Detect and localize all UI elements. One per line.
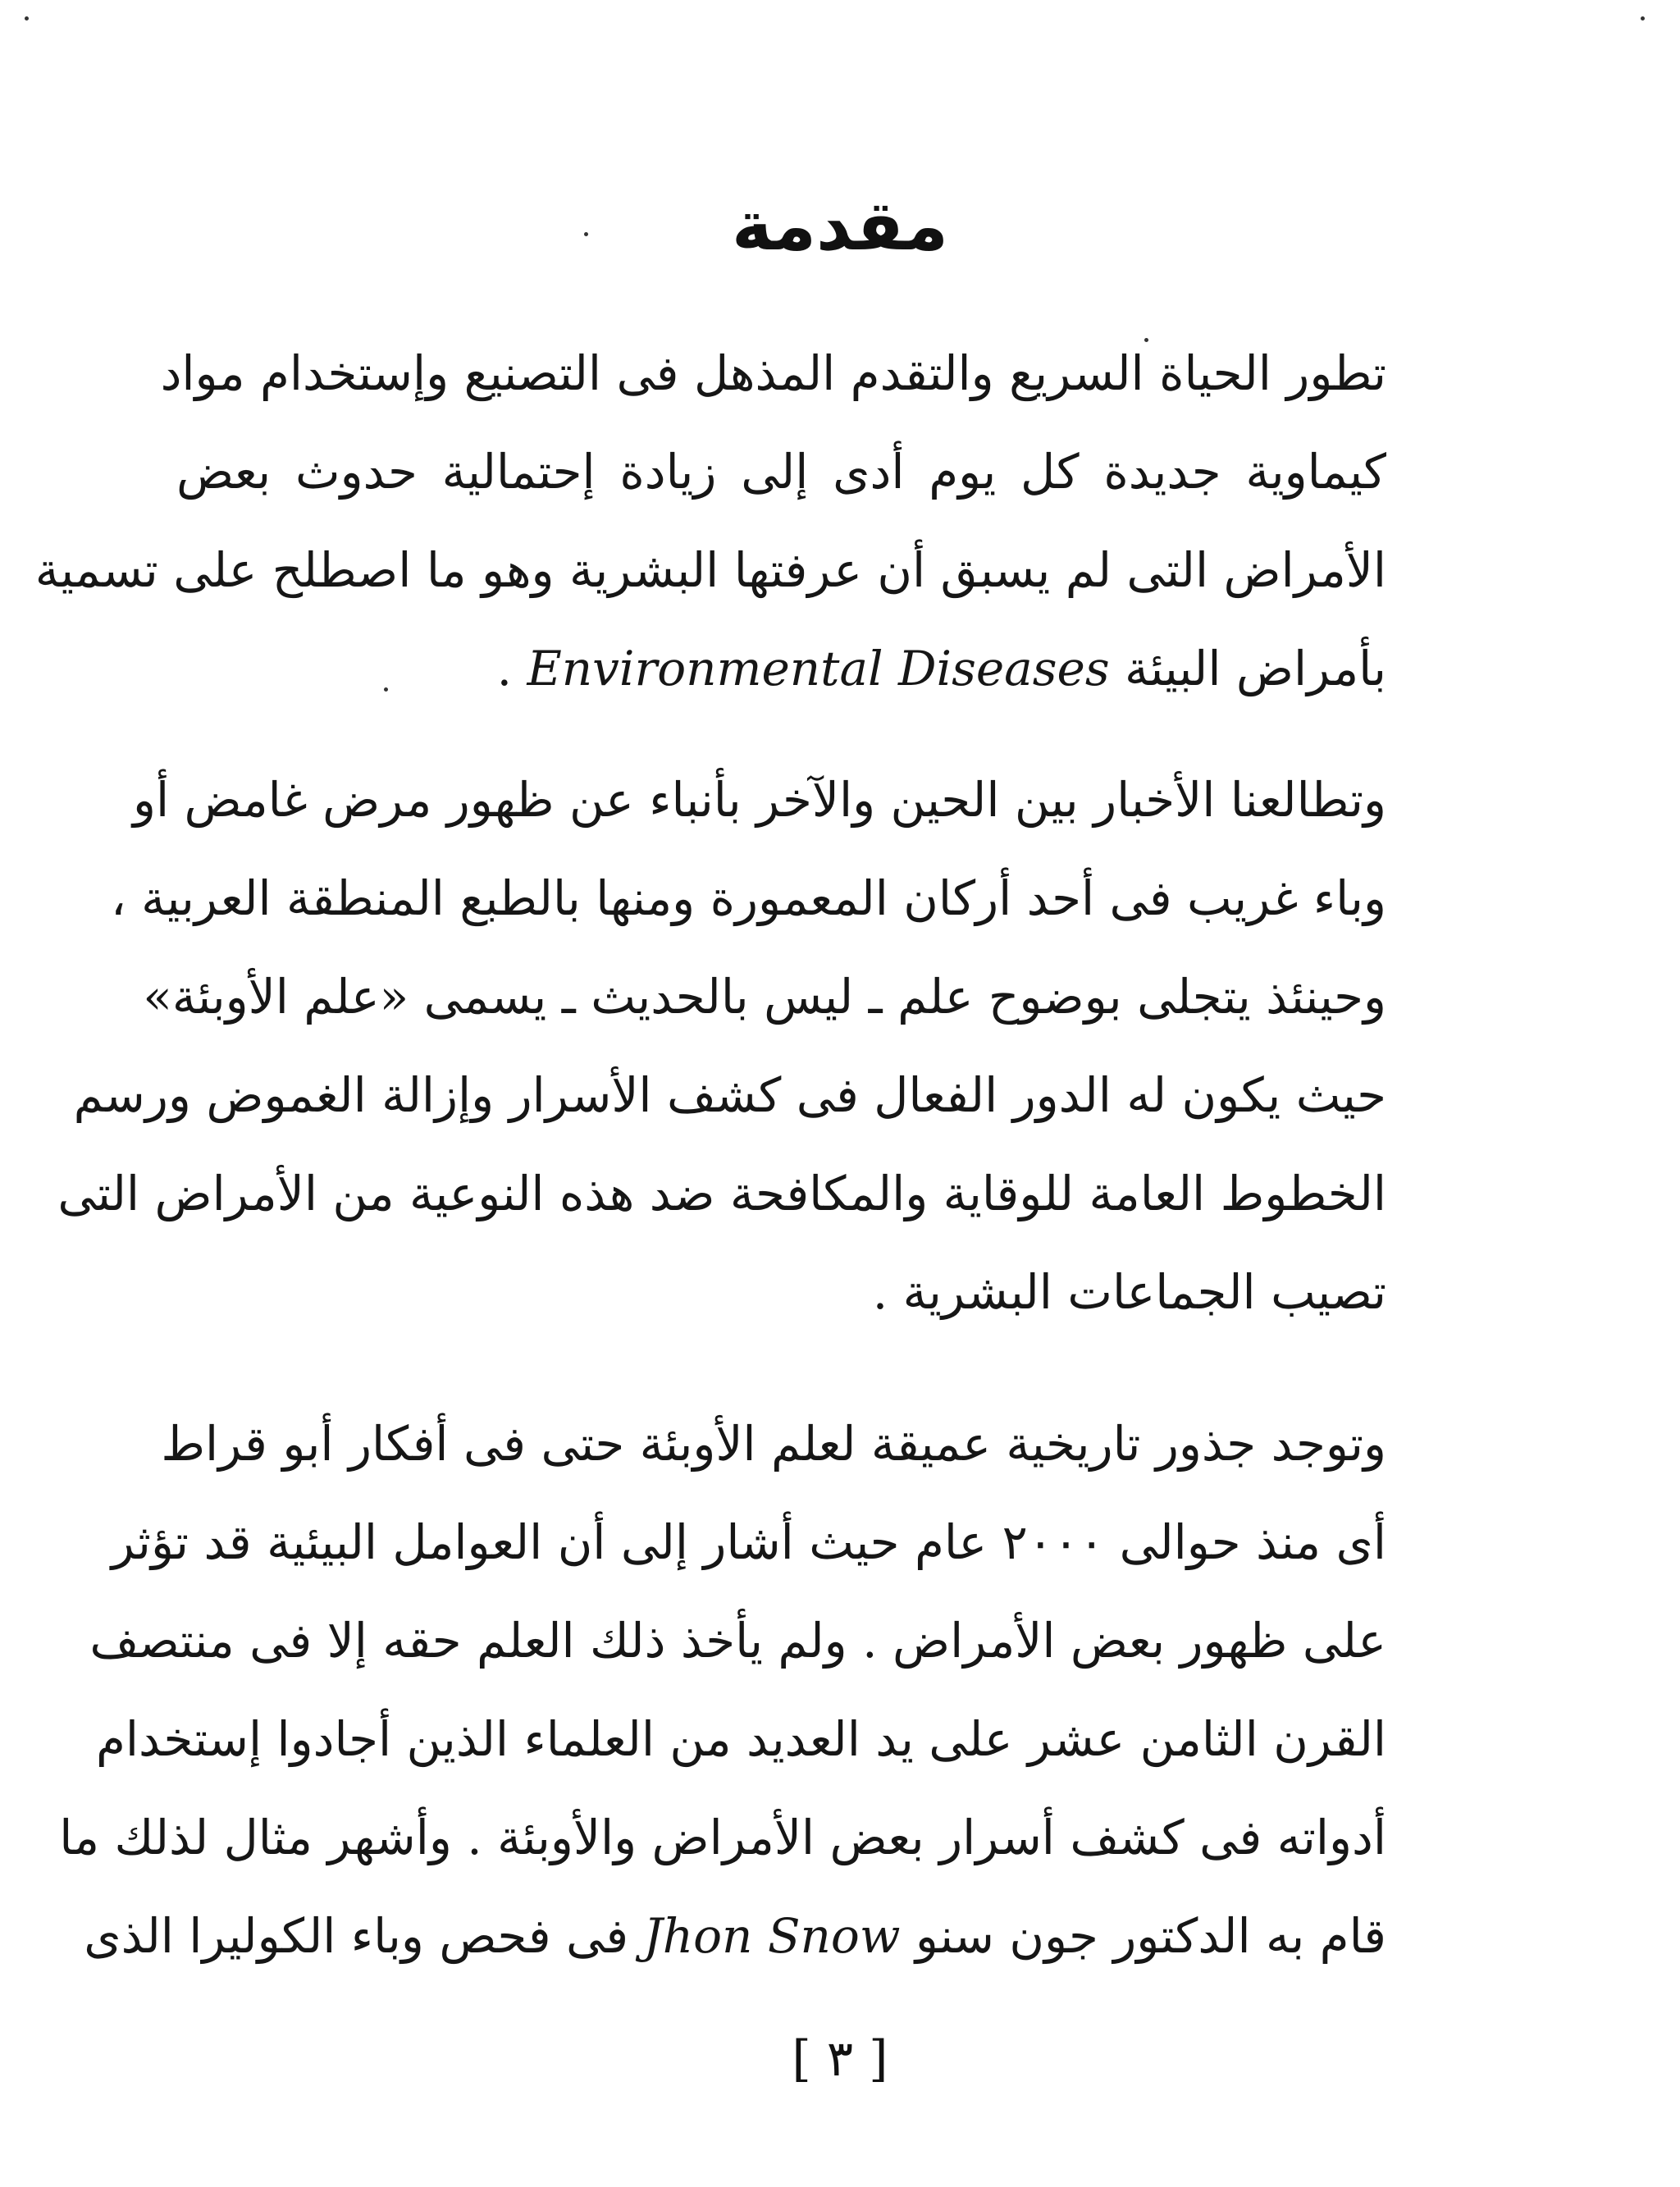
text-line: وحينئذ يتجلى بوضوح علم ـ ليس بالحديث ـ يسمى «علم الأوبئة» xyxy=(143,969,1386,1025)
scan-speck xyxy=(1641,16,1645,21)
text-line: تطور الحياة السريع والتقدم المذهل فى التصنيع وإستخدام مواد xyxy=(160,345,1386,401)
text-line: على ظهور بعض الأمراض . ولم يأخذ ذلك العلم حقه إلا فى منتصف xyxy=(89,1613,1386,1669)
scan-speck xyxy=(25,16,29,21)
text-line: أى منذ حوالى ٢٠٠٠ عام حيث أشار إلى أن العوامل البيئية قد تؤثر xyxy=(111,1514,1386,1570)
page-number: [ ٣ ] xyxy=(792,2030,888,2088)
text-line: كيماوية جديدة كل يوم أدى إلى زيادة إحتمالية حدوث بعض xyxy=(176,444,1386,500)
paragraph-2 xyxy=(57,751,1386,1341)
latin-term: Environmental Diseases xyxy=(527,641,1110,696)
scan-speck xyxy=(1144,338,1148,342)
scan-speck xyxy=(584,232,588,236)
text-line: حيث يكون له الدور الفعال فى كشف الأسرار وإزالة الغموض ورسم xyxy=(73,1067,1386,1123)
scan-speck xyxy=(384,687,388,692)
text-line: الأمراض التى لم يسبق أن عرفتها البشرية وهو ما اصطلح على تسمية xyxy=(34,542,1386,598)
text-line: تصيب الجماعات البشرية . xyxy=(872,1264,1386,1320)
text-line: وتطالعنا الأخبار بين الحين والآخر بأنباء عن ظهور مرض غامض أو xyxy=(132,772,1386,828)
latin-name: Jhon Snow xyxy=(643,1908,901,1964)
line-end: فى فحص وباء الكوليرا الذى xyxy=(84,1908,629,1964)
paragraph-1 xyxy=(34,324,1386,718)
arabic-term: بأمراض البيئة xyxy=(1125,641,1386,696)
line-start: قام به الدكتور جون سنو xyxy=(915,1908,1386,1964)
text-line xyxy=(84,1887,1386,1985)
line-end-period: . xyxy=(496,641,513,696)
page-title: مقدمة xyxy=(732,185,948,266)
text-line: القرن الثامن عشر على يد العديد من العلماء الذين أجادوا إستخدام xyxy=(95,1711,1386,1767)
text-line: وباء غريب فى أحد أركان المعمورة ومنها بالطبع المنطقة العربية ، xyxy=(110,870,1386,926)
text-line xyxy=(176,619,1386,718)
paragraph-3 xyxy=(59,1395,1386,1985)
text-line: الخطوط العامة للوقاية والمكافحة ضد هذه النوعية من الأمراض التى xyxy=(57,1166,1386,1221)
text-line: أدواته فى كشف أسرار بعض الأمراض والأوبئة . وأشهر مثال لذلك ما xyxy=(59,1810,1386,1865)
text-line: وتوجد جذور تاريخية عميقة لعلم الأوبئة حتى فى أفكار أبو قراط xyxy=(161,1416,1386,1472)
